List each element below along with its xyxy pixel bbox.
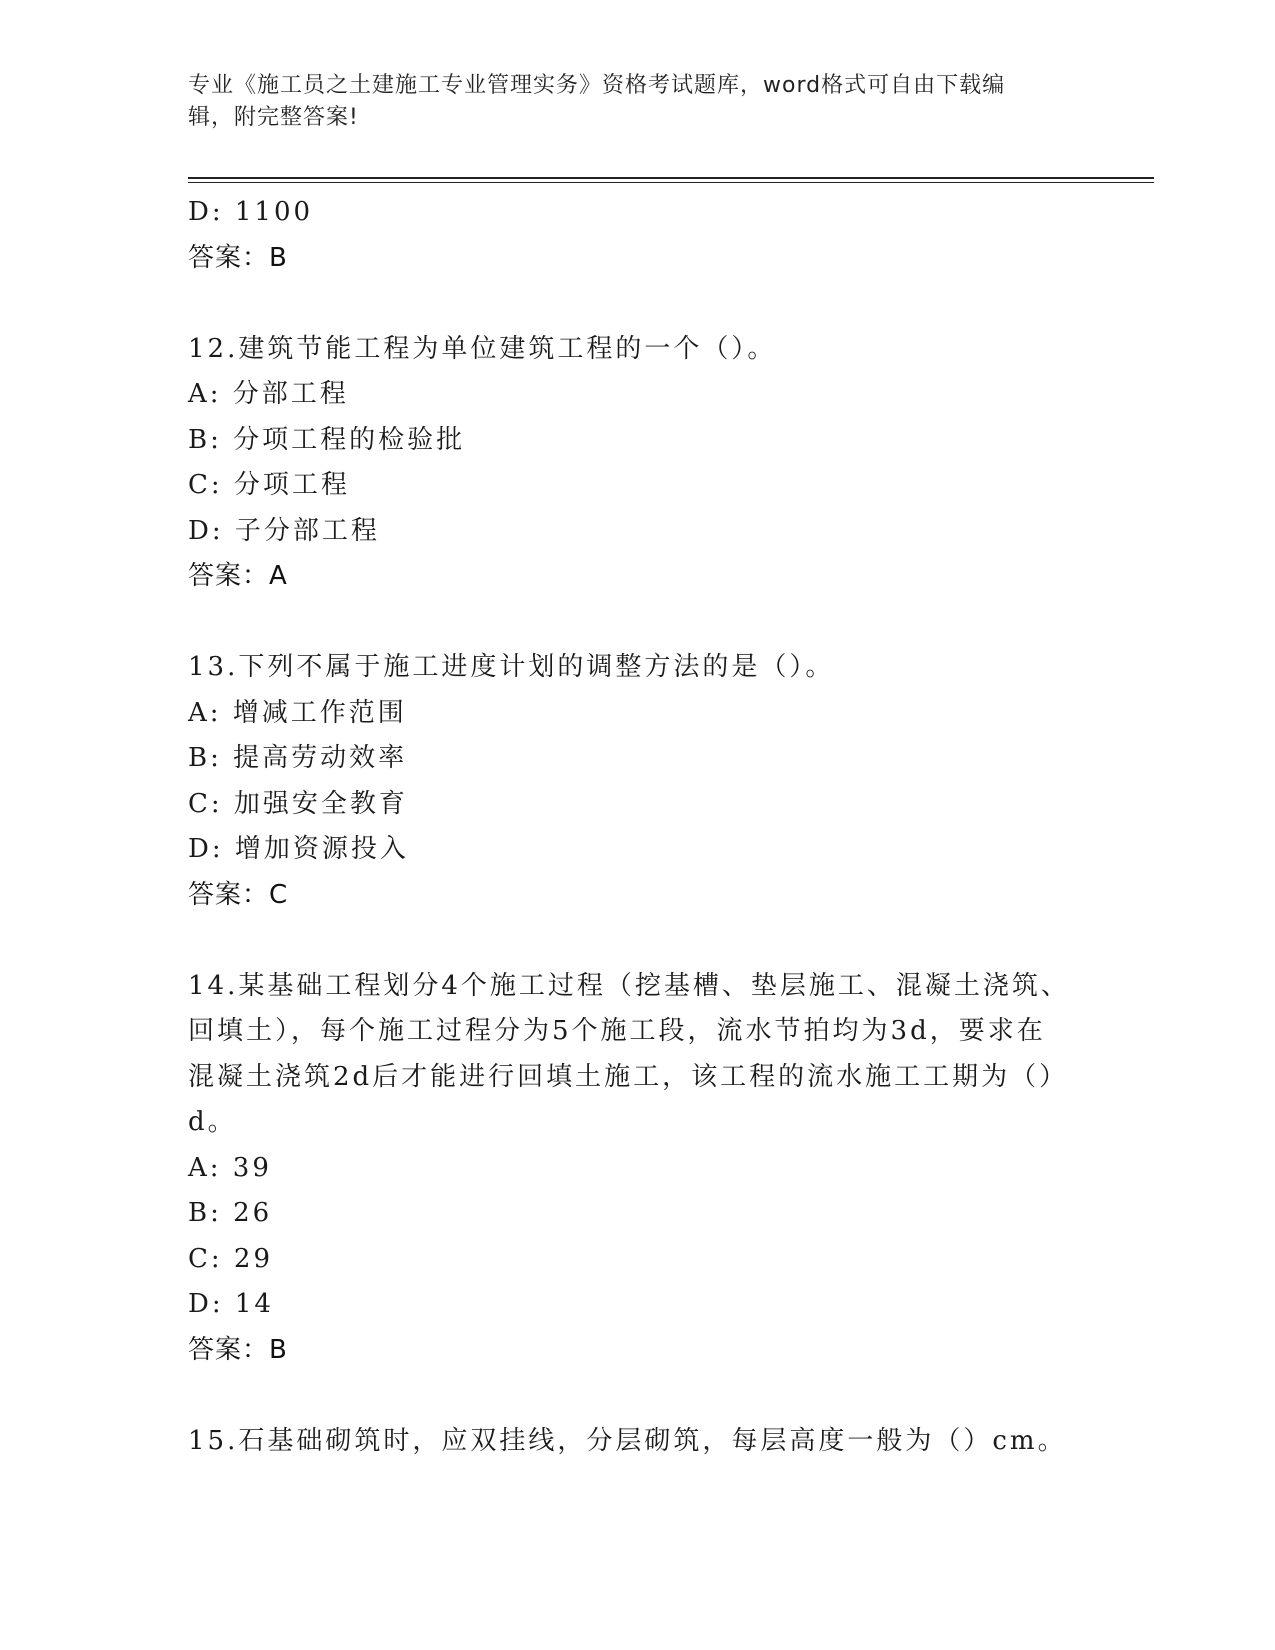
option-a: A: 39 (188, 1152, 272, 1183)
answer-line: 答案：C (188, 879, 289, 910)
question-stem: 13.下列不属于施工进度计划的调整方法的是（）。 (188, 652, 835, 682)
question-15 (188, 1419, 1088, 1465)
option-b: B: 提高劳动效率 (188, 743, 408, 773)
option-c: C: 29 (188, 1243, 274, 1274)
option-c: C: 分项工程 (188, 470, 350, 500)
option-a: A: 分部工程 (188, 379, 349, 409)
option-c: C: 加强安全教育 (188, 788, 408, 819)
option-b: B: 分项工程的检验批 (188, 424, 466, 455)
option-d: D: 子分部工程 (188, 515, 380, 546)
document-header (188, 70, 1068, 134)
question-stem: 12.建筑节能工程为单位建筑工程的一个（）。 (188, 333, 777, 364)
answer-line: 答案：B (188, 1334, 288, 1365)
question-stem-line: 回填土），每个施工过程分为5个施工段，流水节拍均为3d，要求在 (188, 1016, 1046, 1046)
question-stem: 15.石基础砌筑时，应双挂线，分层砌筑，每层高度一般为（）cm。 (188, 1425, 1067, 1456)
header-divider (188, 177, 1154, 179)
header-divider-thin (188, 182, 1154, 183)
question-14 (188, 964, 1088, 1374)
option-a: A: 增减工作范围 (188, 697, 407, 728)
option-d: D: 增加资源投入 (188, 834, 409, 864)
question-stem-line: d。 (188, 1107, 237, 1137)
header-line-2: 辑，附完整答案! (188, 105, 359, 130)
question-list (188, 190, 1088, 1464)
answer-line: 答案：B (188, 242, 288, 273)
option-b: B: 26 (188, 1198, 273, 1228)
question-13 (188, 645, 1088, 918)
option-d: D: 1100 (188, 197, 314, 227)
answer-line: 答案：A (188, 561, 288, 591)
option-d: D: 14 (188, 1289, 274, 1319)
question-stem-line: 14.某基础工程划分4个施工过程（挖基槽、垫层施工、混凝土浇筑、 (188, 970, 1070, 1001)
question-stem-line: 混凝土浇筑2d后才能进行回填土施工，该工程的流水施工工期为（） (188, 1061, 1069, 1092)
header-line-1: 专业《施工员之土建施工专业管理实务》资格考试题库，word格式可自由下载编 (188, 73, 1006, 98)
question-12 (188, 327, 1088, 600)
